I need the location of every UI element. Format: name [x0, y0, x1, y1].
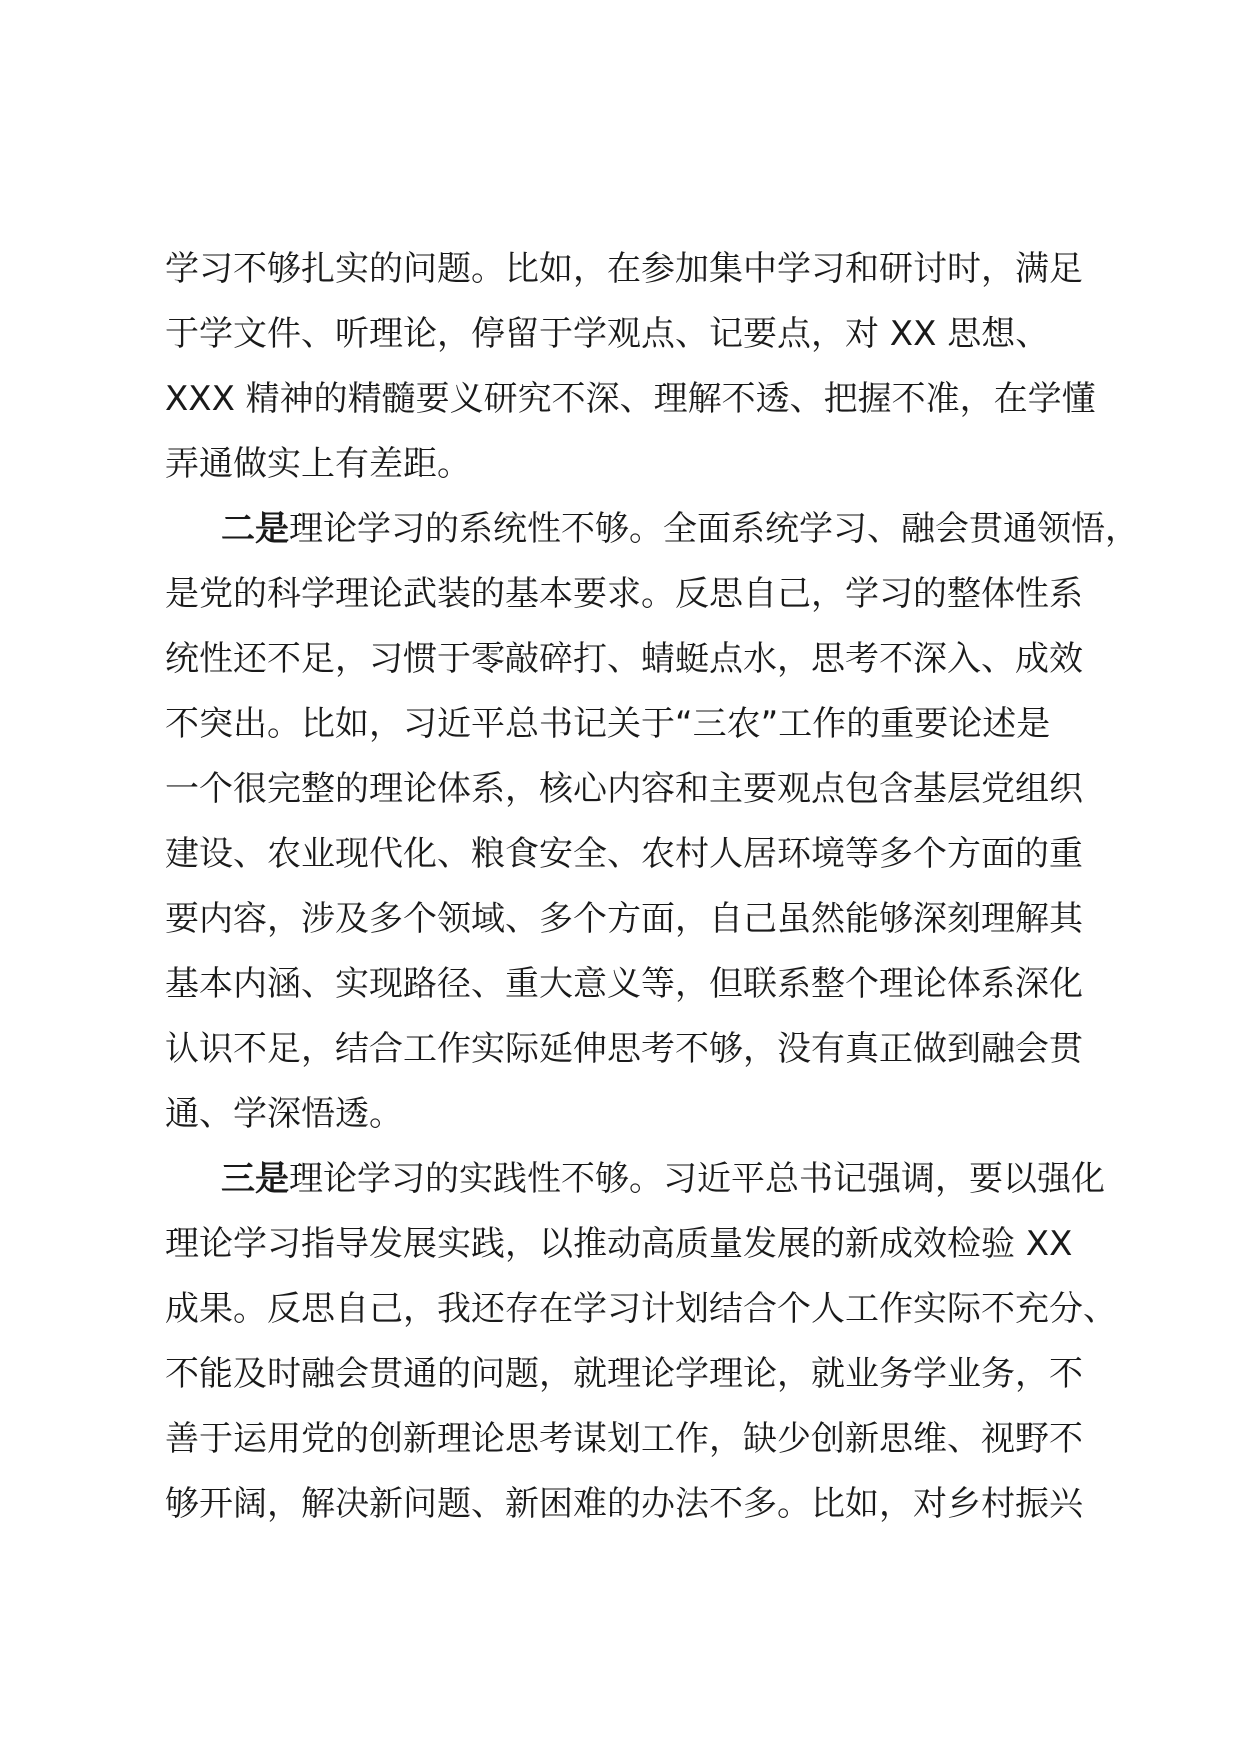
paragraph-lead: 二是	[221, 509, 289, 549]
text-line: 通、学深悟透。	[165, 1094, 403, 1134]
text-line: 善于运用党的创新理论思考谋划工作，缺少创新思维、视野不	[165, 1419, 1083, 1459]
text-line: 学习不够扎实的问题。比如，在参加集中学习和研讨时，满足	[165, 249, 1083, 289]
text-line: 建设、农业现代化、粮食安全、农村人居环境等多个方面的重	[165, 834, 1083, 874]
text-line: 够开阔，解决新问题、新困难的办法不多。比如，对乡村振兴	[165, 1484, 1083, 1524]
body-text	[165, 237, 1139, 1537]
text-line: 一个很完整的理论体系，核心内容和主要观点包含基层党组织	[165, 769, 1083, 809]
paragraph-2	[165, 497, 1139, 1147]
text-line: 统性还不足，习惯于零敲碎打、蜻蜓点水，思考不深入、成效	[165, 639, 1083, 679]
text-line: 弄通做实上有差距。	[165, 444, 471, 484]
text-line: 成果。反思自己，我还存在学习计划结合个人工作实际不充分、	[165, 1289, 1117, 1329]
text-run: 理论学习的系统性不够。全面系统学习、融会贯通领悟，	[289, 509, 1139, 549]
text-line: XXX 精神的精髓要义研究不深、理解不透、把握不准，在学懂	[165, 379, 1096, 419]
text-line: 不能及时融会贯通的问题，就理论学理论，就业务学业务，不	[165, 1354, 1083, 1394]
text-run: 理论学习的实践性不够。习近平总书记强调，要以强化	[289, 1159, 1105, 1199]
paragraph-1	[165, 237, 1110, 497]
text-line: 认识不足，结合工作实际延伸思考不够，没有真正做到融会贯	[165, 1029, 1083, 1069]
text-line: 要内容，涉及多个领域、多个方面，自己虽然能够深刻理解其	[165, 899, 1083, 939]
paragraph-3	[165, 1147, 1117, 1537]
paragraph-first-line	[165, 497, 1139, 562]
paragraph-lead: 三是	[221, 1159, 289, 1199]
text-line: 于学文件、听理论，停留于学观点、记要点，对 XX 思想、	[165, 314, 1050, 354]
text-line: 基本内涵、实现路径、重大意义等，但联系整个理论体系深化	[165, 964, 1083, 1004]
text-line: 理论学习指导发展实践，以推动高质量发展的新成效检验 XX	[165, 1224, 1073, 1264]
text-line: 是党的科学理论武装的基本要求。反思自己，学习的整体性系	[165, 574, 1083, 614]
paragraph-first-line	[165, 1147, 1110, 1212]
text-line: 不突出。比如，习近平总书记关于“三农”工作的重要论述是	[165, 704, 1051, 744]
